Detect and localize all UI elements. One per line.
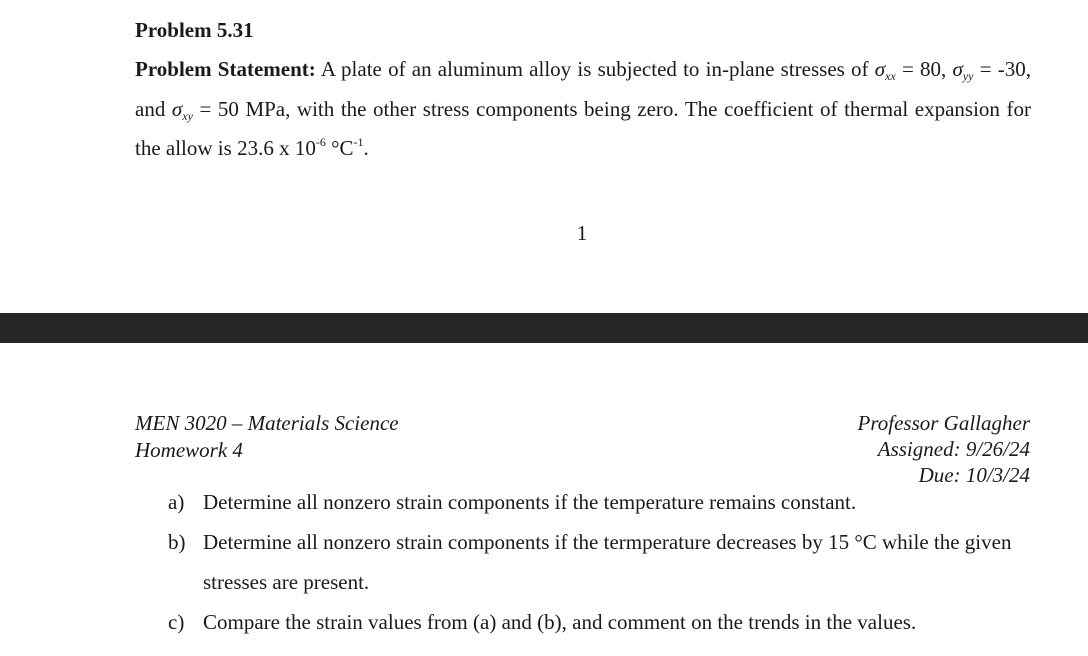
part-letter: c) [168,610,185,634]
homework-title: Homework 4 [135,438,243,462]
statement-text-2: = 80, [895,57,953,81]
sigma-xx-symbol: σ [874,57,886,81]
sigma-xy-subscript: xy [182,108,193,123]
problem-title: Problem 5.31 [135,18,254,42]
part-a [168,482,1031,522]
part-c [168,602,1031,642]
problem-statement [135,50,1031,169]
part-letter: a) [168,490,185,514]
part-text: Compare the strain values from (a) and (b), and comment on the trends in the values. [203,610,917,634]
page-separator [0,313,1088,343]
header-left [135,410,399,464]
statement-text-4: = 50 MPa, with the other stress components being zero. The coefficient of thermal expansion for the allow is 23.6 x 10 [135,96,1031,160]
part-text: Determine all nonzero strain components if the termperature decreases by 15 °C while the given stresses are present. [203,530,1012,594]
statement-text-3: = -30, and [135,57,1032,121]
statement-text-1: A plate of an aluminum alloy is subjected to in-plane stresses of [315,57,875,81]
page-top [0,0,1088,313]
sigma-xx-subscript: xx [885,69,896,83]
statement-text-6: . [363,136,369,160]
statement-text-5: °C [325,136,354,160]
part-b [168,522,1031,602]
assigned-date: Assigned: 9/26/24 [877,437,1030,461]
part-letter: b) [168,530,186,554]
sigma-yy-symbol: σ [952,57,963,81]
part-text: Determine all nonzero strain components if the temperature remains constant. [203,490,857,514]
exponent-2: -1 [353,135,364,149]
course-title: MEN 3020 – Materials Science [135,411,399,435]
page-number: 1 [576,221,588,245]
statement-label: Problem Statement: [135,57,316,81]
due-date: Due: 10/3/24 [918,463,1030,487]
sigma-yy-subscript: yy [962,69,974,83]
question-parts [168,482,1031,642]
exponent-1: -6 [315,135,326,149]
header-right [858,410,1030,488]
sigma-xy-symbol: σ [171,96,183,121]
professor-name: Professor Gallagher [857,411,1030,435]
